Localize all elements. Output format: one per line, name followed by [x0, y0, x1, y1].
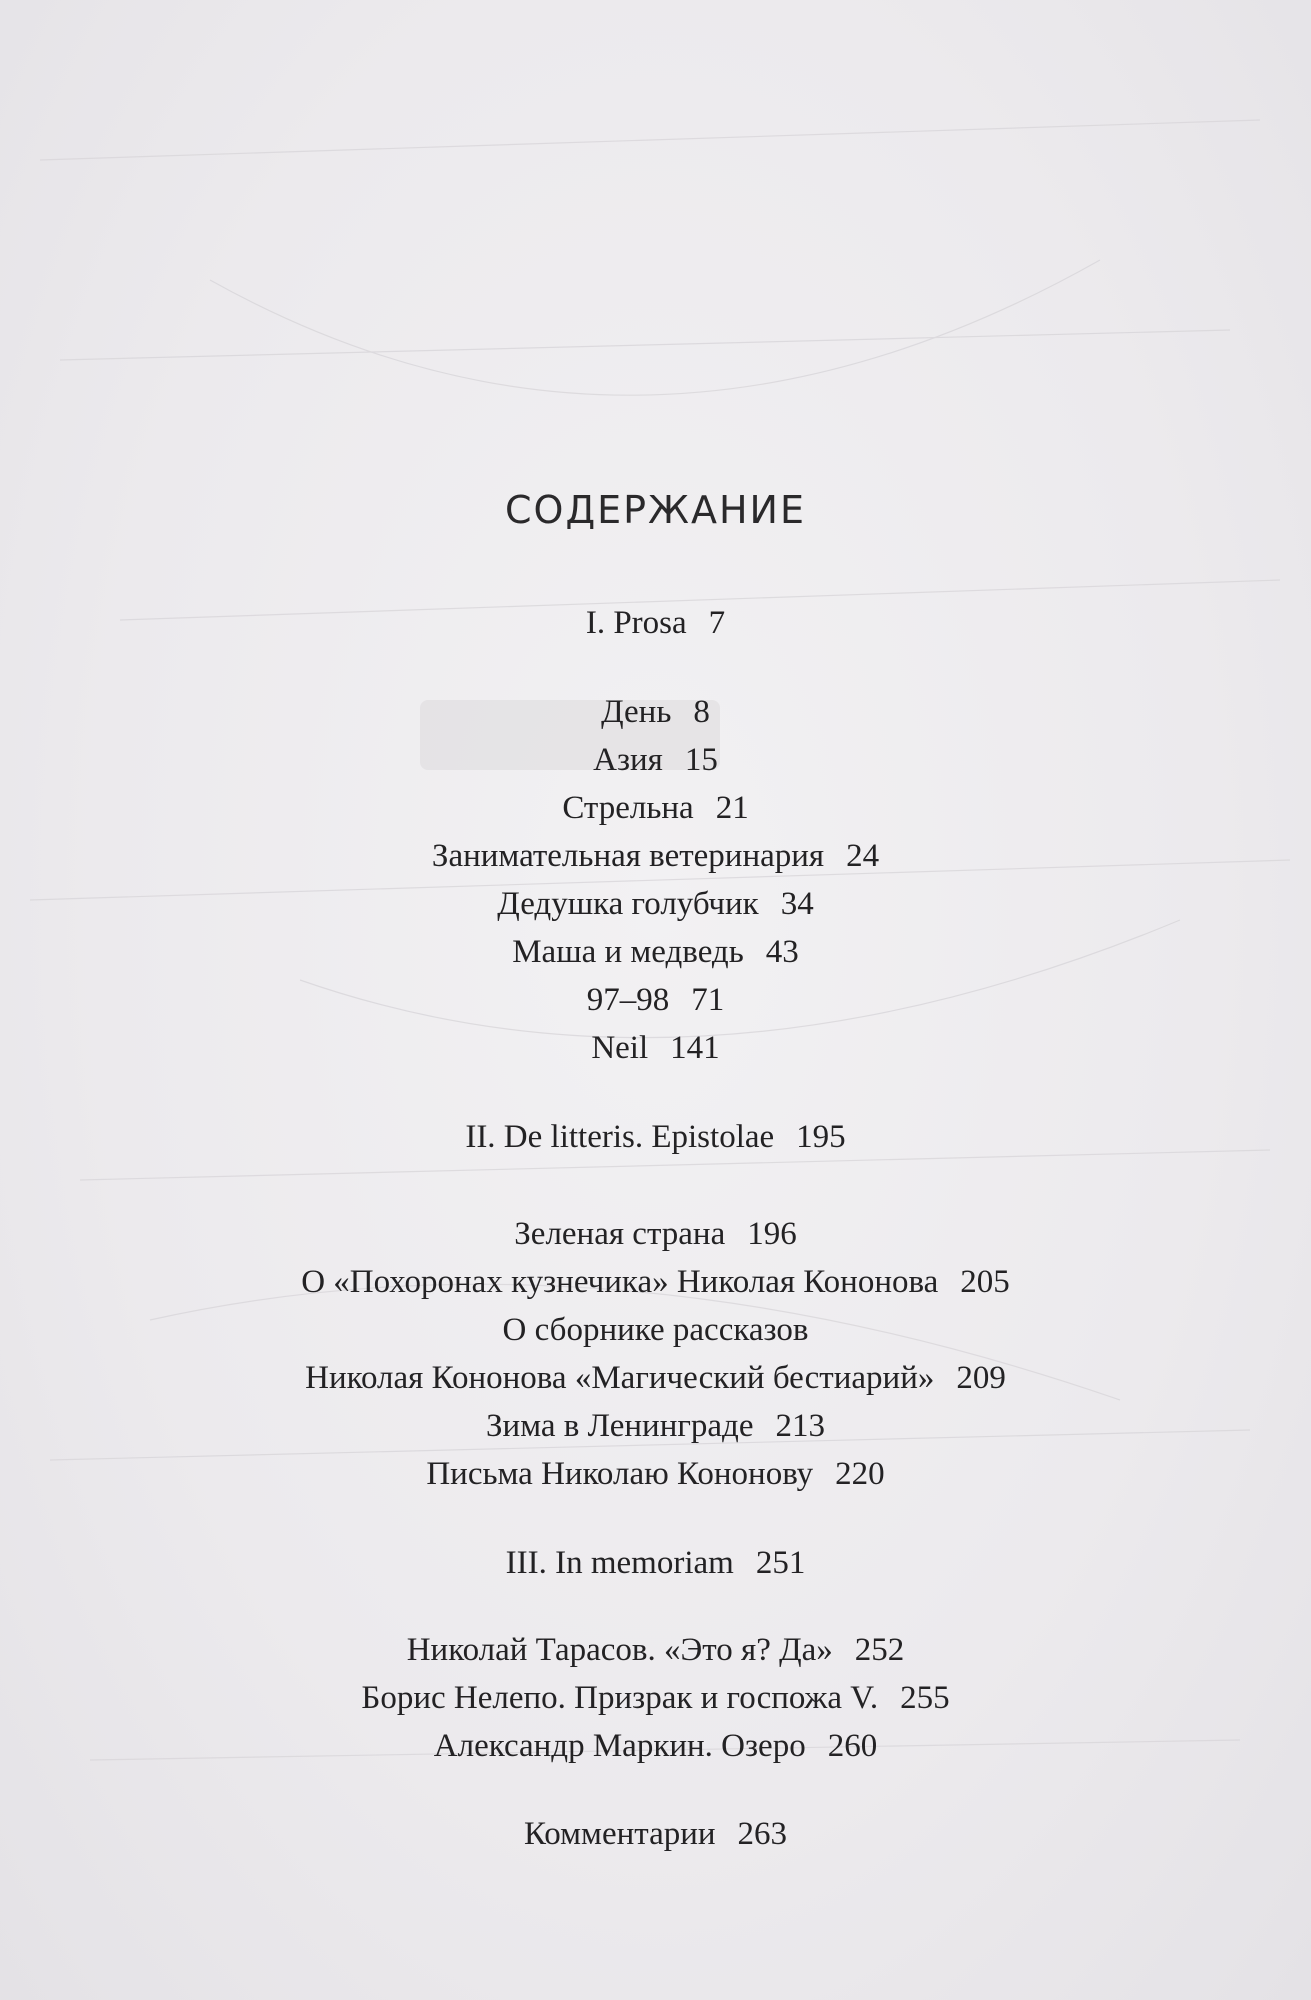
toc-entry-page: 255: [900, 1680, 950, 1716]
toc-entry-page: 71: [691, 982, 725, 1018]
toc-entry-title: О «Похоронах кузнечика» Николая Кононова: [301, 1264, 939, 1300]
toc-part-1: [0, 603, 1311, 643]
toc-entry-page: 263: [737, 1816, 788, 1852]
toc-entry-comments: [0, 1814, 1311, 1854]
toc-entry-page: 15: [684, 742, 718, 778]
toc-entry: [0, 692, 1311, 732]
toc-entry: [0, 1358, 1311, 1398]
toc-heading: СОДЕРЖАНИЕ: [505, 488, 806, 532]
toc-entry-page: 24: [846, 838, 880, 874]
toc-entry-title: День: [601, 694, 672, 730]
toc-entry-title: Николай Тарасов. «Это я? Да»: [406, 1632, 833, 1668]
toc-entry-title: Занимательная ветеринария: [431, 838, 825, 874]
toc-entry-page: 34: [780, 886, 814, 922]
toc-entry-title: II. De litteris. Epistolae: [465, 1119, 775, 1155]
toc-entry-page: 213: [775, 1408, 825, 1444]
toc-entry-title: Борис Нелепо. Призрак и госпожа V.: [361, 1680, 879, 1716]
toc-entry: [0, 836, 1311, 876]
toc-entry-page: 8: [693, 694, 710, 730]
toc-entry-title: Комментарии: [523, 1816, 716, 1852]
toc-entry-page: 252: [854, 1632, 905, 1668]
toc-entry-title: Николая Кононова «Магический бестиарий»: [305, 1360, 935, 1396]
toc-entry-title: Маша и медведь: [512, 934, 744, 970]
toc-entry-title: Neil: [591, 1030, 649, 1066]
toc-entry-page: 43: [765, 934, 799, 970]
toc-entry-page: 260: [827, 1728, 878, 1764]
toc-entry: [0, 1630, 1311, 1670]
toc-entry: [0, 1678, 1311, 1718]
toc-entry-page: 7: [708, 605, 726, 641]
toc-entry: [0, 1406, 1311, 1446]
toc-entry-page: 205: [960, 1264, 1010, 1300]
toc-entry-title: Дедушка голубчик: [497, 886, 759, 922]
toc-entry-title: 97–98: [586, 982, 670, 1018]
toc-entry-title: I. Prosa: [585, 605, 687, 641]
toc-entry-title: Письма Николаю Кононову: [426, 1456, 814, 1492]
toc-entry: [0, 884, 1311, 924]
toc-part-2: [0, 1117, 1311, 1157]
toc-entry-page: 220: [835, 1456, 885, 1492]
toc-entry: [0, 1214, 1311, 1254]
toc-entry-page: 196: [747, 1216, 797, 1252]
toc-entry-page: 195: [796, 1119, 846, 1155]
toc-entry-title: Стрельна: [562, 790, 694, 826]
toc-entry-title: Азия: [593, 742, 663, 778]
toc-entry: [0, 1454, 1311, 1494]
toc-entry: [0, 1726, 1311, 1766]
toc-entry: [0, 740, 1311, 780]
toc-entry-title: Александр Маркин. Озеро: [433, 1728, 806, 1764]
toc-part-3: [0, 1543, 1311, 1583]
toc-entry-page: 209: [956, 1360, 1006, 1396]
toc-entry-page: 21: [715, 790, 749, 826]
toc-entry: [0, 932, 1311, 972]
toc-entry: [0, 1310, 1311, 1350]
toc-entry: [0, 980, 1311, 1020]
toc-entry-title: Зеленая страна: [514, 1216, 726, 1252]
toc-entry: [0, 788, 1311, 828]
toc-entry: [0, 1262, 1311, 1302]
toc-entry-title: О сборнике рассказов: [502, 1312, 809, 1348]
toc-entry-page: 141: [670, 1030, 720, 1066]
toc-entry: [0, 1028, 1311, 1068]
toc-entry-title: III. In memoriam: [505, 1545, 734, 1581]
toc-entry-page: 251: [755, 1545, 806, 1581]
toc-entry-title: Зима в Ленинграде: [486, 1408, 754, 1444]
